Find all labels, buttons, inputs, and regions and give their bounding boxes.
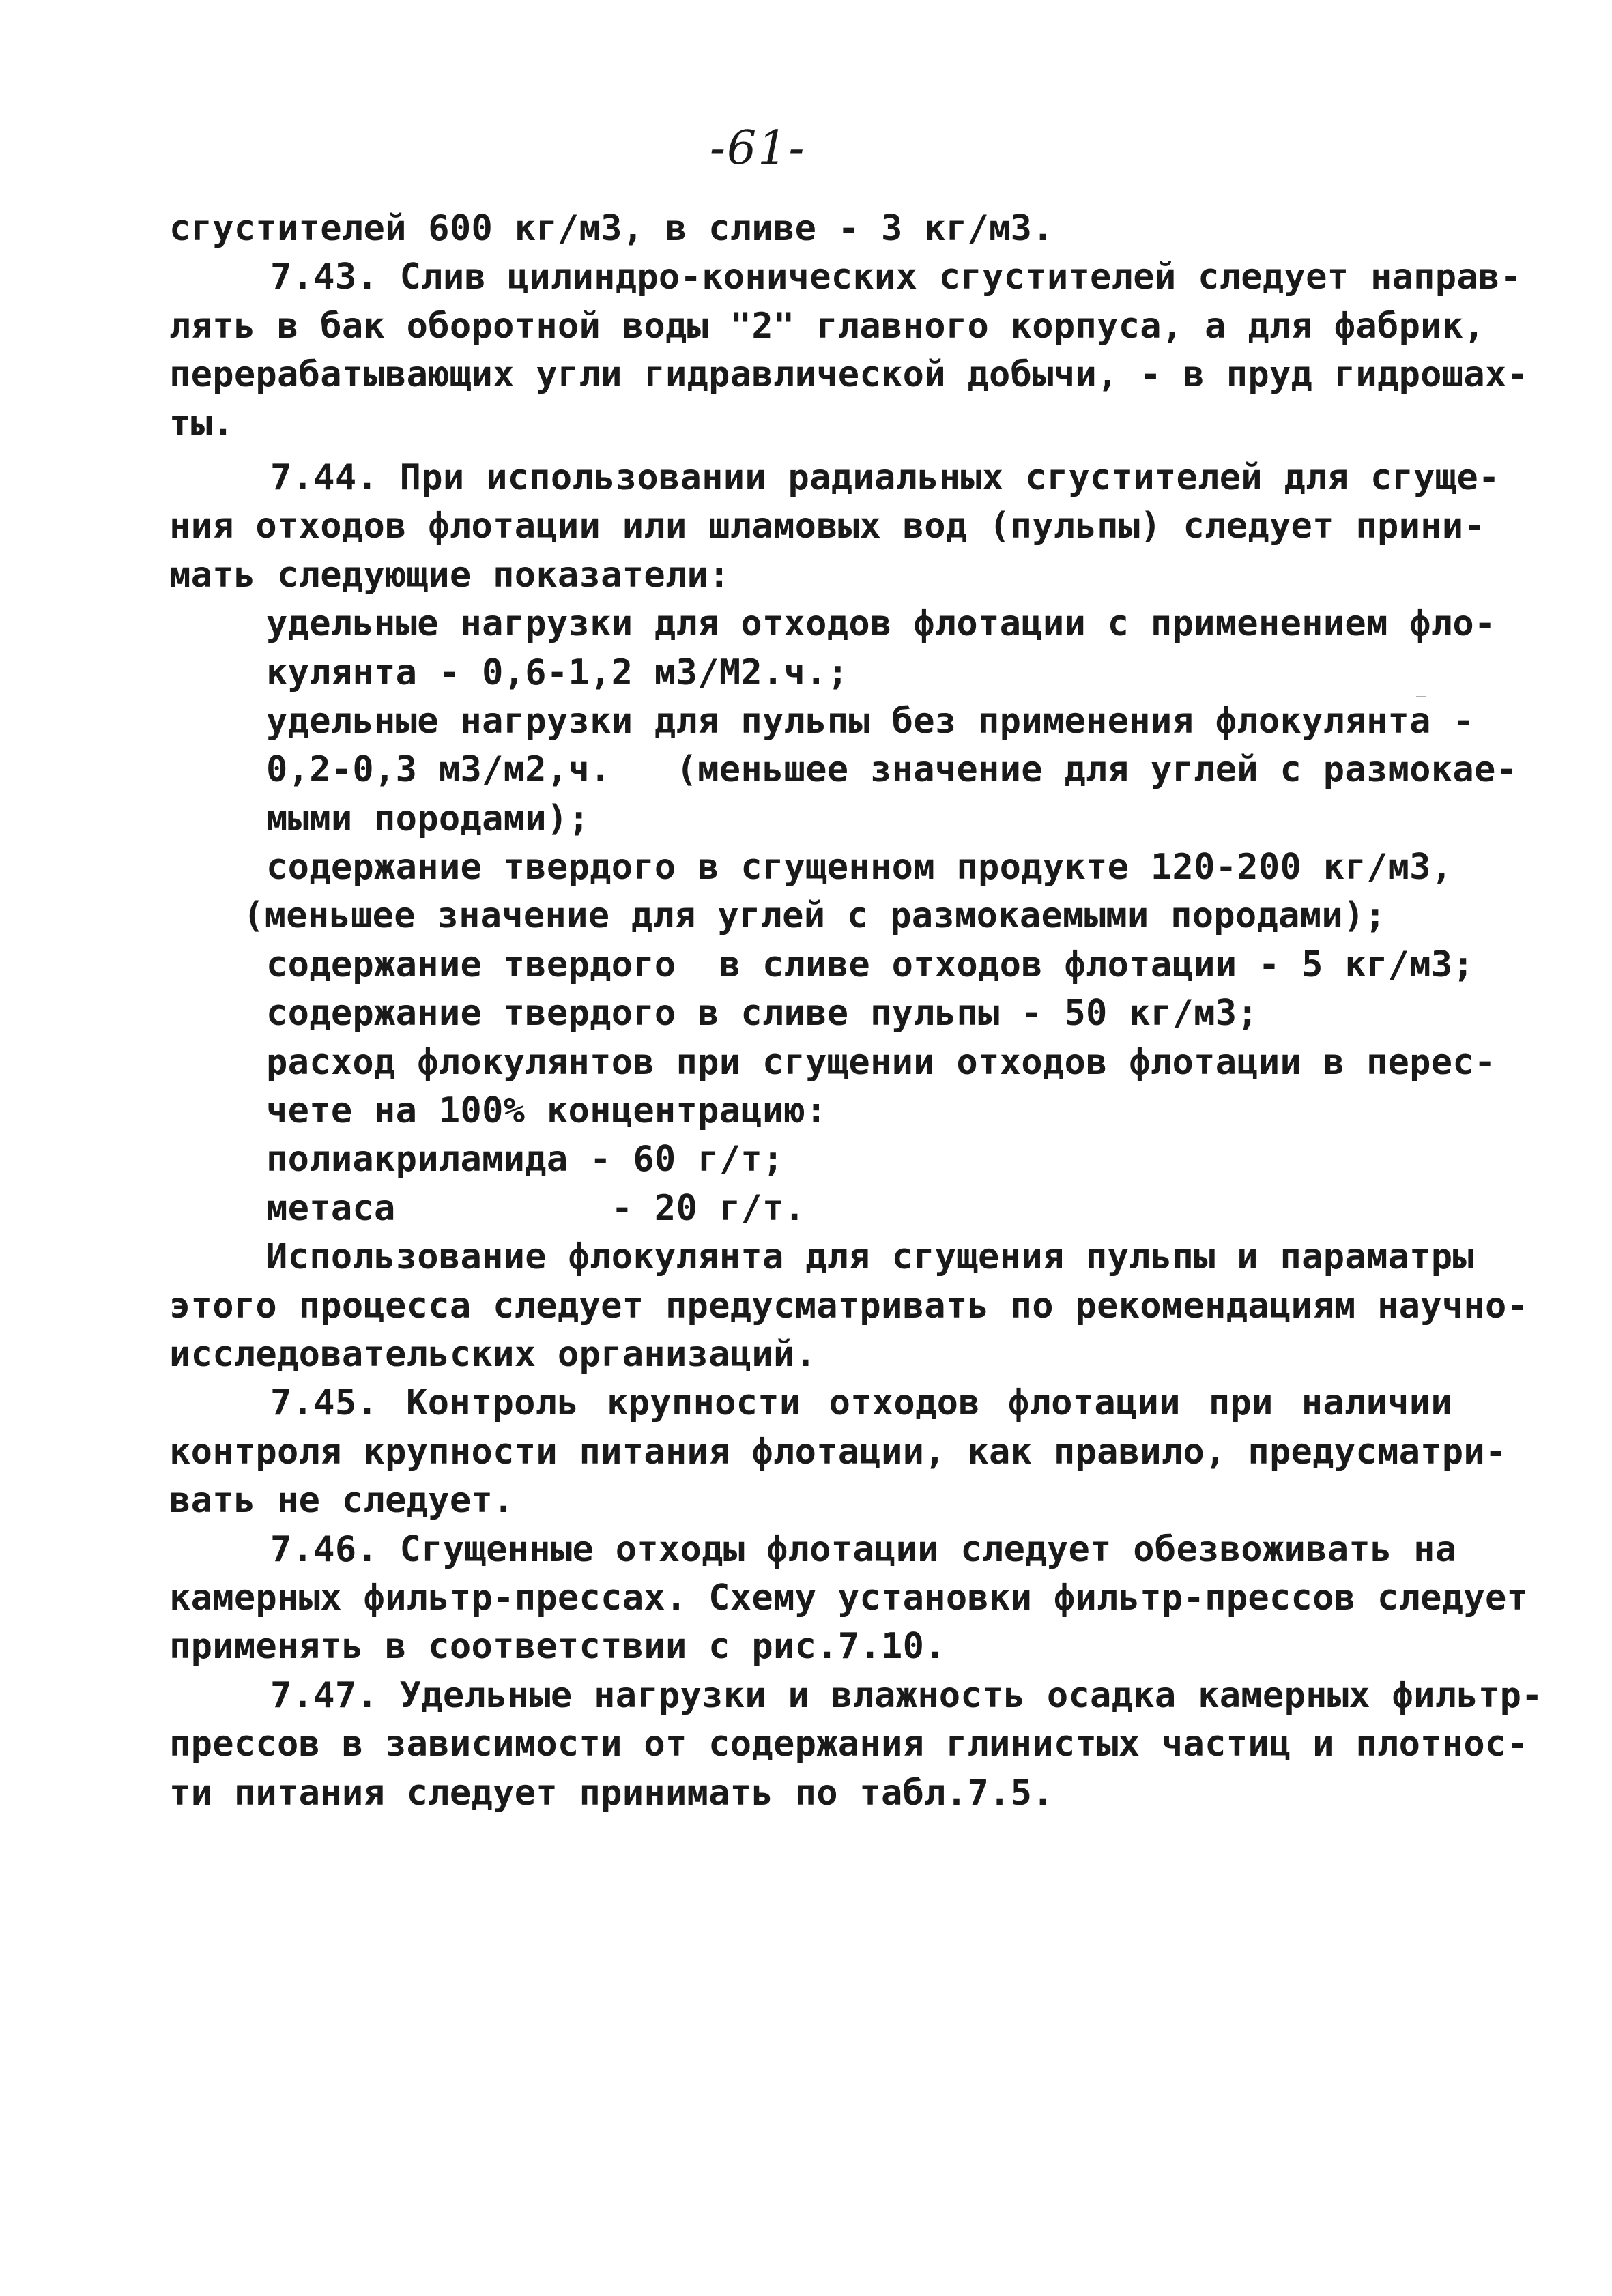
text-line: ты.	[169, 403, 234, 444]
list-item: содержание твердого в сливе пульпы - 50 кг/м3;	[266, 993, 1258, 1034]
list-item: метаса - 20 г/т.	[266, 1187, 806, 1229]
text-line: прессов в зависимости от содержания глинистых частиц и плотнос-	[169, 1724, 1529, 1765]
text-line: (меньшее значение для углей с размокаемыми породами);	[243, 895, 1387, 937]
text-line: ния отходов флотации или шламовых вод (пульпы) следует прини-	[169, 506, 1486, 547]
list-item: удельные нагрузки для пульпы без применения флокулянта -	[266, 700, 1474, 742]
text-line: мать следующие показатели:	[169, 554, 730, 596]
text-line: перерабатывающих угли гидравлической добычи, - в пруд гидрошах-	[169, 354, 1529, 396]
paragraph-7-43: 7.43. Слив цилиндро-конических сгустителей следует направ-	[270, 257, 1522, 298]
list-item: расход флокулянтов при сгущении отходов флотации в перес-	[266, 1041, 1496, 1083]
text-line: лять в бак оборотной воды "2" главного корпуса, а для фабрик,	[169, 305, 1486, 347]
list-item: полиакриламида - 60 г/т;	[266, 1139, 784, 1180]
page-number: -61-	[710, 121, 806, 175]
text-line: 0,2-0,3 м3/м2,ч. (меньшее значение для углей с размокае-	[266, 749, 1518, 791]
text-line: мыми породами);	[266, 798, 590, 839]
margin-mark	[1416, 696, 1426, 697]
text-line: Использование флокулянта для сгущения пульпы и параматры	[266, 1236, 1474, 1278]
list-item: удельные нагрузки для отходов флотации с применением фло-	[266, 603, 1496, 645]
list-item: содержание твердого в сгущенном продукте 120-200 кг/м3,	[266, 847, 1453, 888]
text-line: этого процесса следует предусматривать по рекомендациям научно-	[169, 1285, 1529, 1326]
paragraph-7-45: 7.45. Контроль крупности отходов флотации при наличии	[270, 1382, 1452, 1424]
text-line: кулянта - 0,6-1,2 м3/М2.ч.;	[266, 652, 849, 693]
paragraph-7-44: 7.44. При использовании радиальных сгустителей для сгуще-	[270, 456, 1500, 498]
text-line: сгустителей 600 кг/м3, в сливе - 3 кг/м3.	[169, 208, 1054, 249]
text-line: применять в соответствии с рис.7.10.	[169, 1626, 946, 1668]
text-line: ти питания следует принимать по табл.7.5.	[169, 1772, 1054, 1814]
text-line: чете на 100% концентрацию:	[266, 1090, 827, 1132]
text-line: камерных фильтр-прессах. Схему установки фильтр-прессов следует	[169, 1577, 1529, 1618]
text-line: исследовательских организаций.	[169, 1333, 817, 1375]
list-item: содержание твердого в сливе отходов флотации - 5 кг/м3;	[266, 944, 1474, 985]
paragraph-7-46: 7.46. Сгущенные отходы флотации следует обезвоживать на	[270, 1528, 1457, 1570]
text-line: вать не следует.	[169, 1480, 515, 1522]
document-body	[169, 205, 1543, 1818]
paragraph-7-47: 7.47. Удельные нагрузки и влажность осадка камерных фильтр-	[270, 1674, 1543, 1716]
text-line: контроля крупности питания флотации, как правило, предусматри-	[169, 1431, 1507, 1472]
